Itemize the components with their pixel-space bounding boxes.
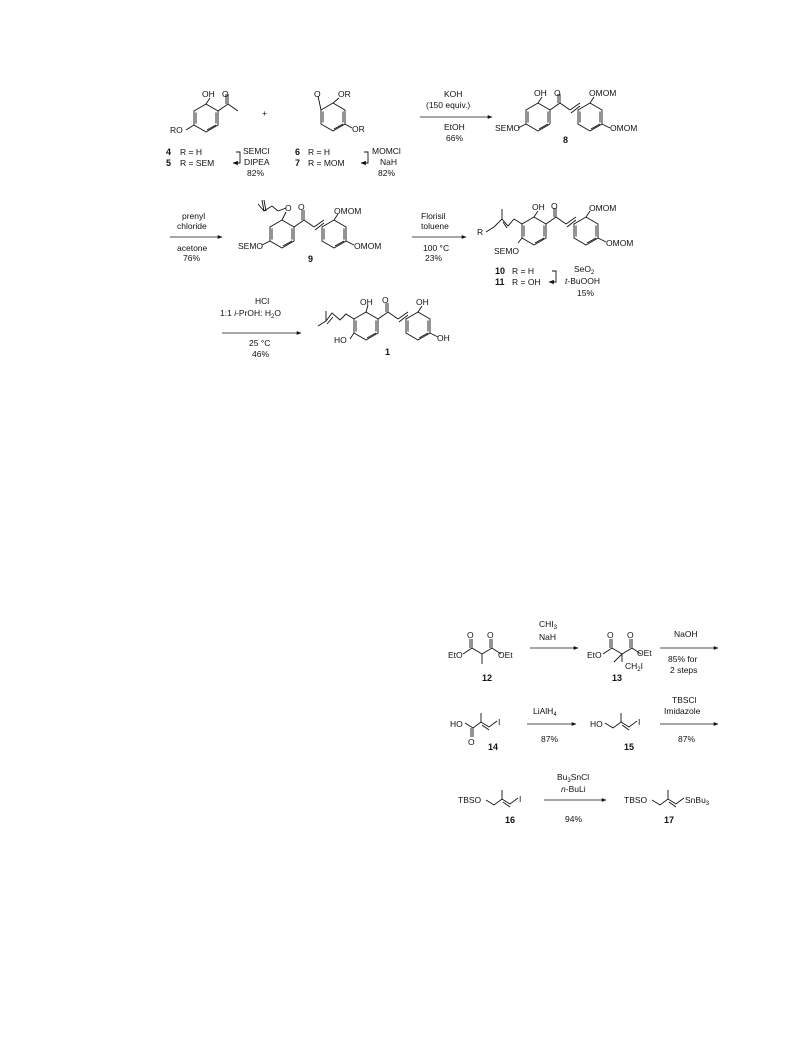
- compound-6-7-labels: [295, 146, 401, 178]
- sem-reagent-line-2: DIPEA: [244, 157, 270, 167]
- c10-omom-top: OMOM: [589, 203, 617, 213]
- step-4-reagent-2: 1:1 i-PrOH: $H_2O$: [220, 308, 281, 320]
- or-label-bottom: OR: [352, 124, 365, 134]
- compound-5-definition: R = SEM: [180, 158, 215, 168]
- c8-omom-bottom: OMOM: [610, 123, 638, 133]
- compound-6-definition: R = H: [308, 147, 330, 157]
- compound-number-8: 8: [563, 135, 569, 145]
- step-1-reagent-2: (150 equiv.): [426, 100, 471, 110]
- step-e-reagent-2: n-BuLi: [561, 784, 586, 794]
- c8-omom-top: OMOM: [589, 88, 617, 98]
- step-b-reagent: NaOH: [674, 629, 698, 639]
- compound-4-5-structure: [170, 89, 238, 135]
- plus-sign: +: [262, 108, 267, 118]
- c9-o-ketone: O: [298, 202, 305, 212]
- sem-yield: 82%: [247, 168, 265, 178]
- c15-i: I: [638, 717, 641, 727]
- c8-o-label: O: [554, 88, 561, 98]
- compound-number-1: 1: [385, 347, 391, 357]
- step-e-yield: 94%: [565, 814, 583, 824]
- c8-oh-label: OH: [534, 88, 547, 98]
- ro-label: RO: [170, 125, 183, 135]
- c13-eto: EtO: [587, 650, 602, 660]
- c12-o-right: O: [487, 630, 494, 640]
- step-3: [412, 211, 466, 263]
- step-d: [660, 695, 718, 744]
- step-e: [544, 772, 606, 824]
- mom-reagent-line-1: MOMCl: [372, 146, 401, 156]
- step-b-yield-2: 2 steps: [670, 665, 698, 675]
- step-c: [527, 706, 576, 744]
- compound-number-9: 9: [308, 254, 314, 264]
- c9-semo-label: SEMO: [238, 241, 264, 251]
- c13-oet: OEt: [637, 648, 652, 658]
- step-c-reagent: LiAlH$_4$: [533, 706, 557, 718]
- scheme-2: [448, 619, 718, 825]
- step-3-reagent-2: toluene: [421, 221, 449, 231]
- c10-semo-label: SEMO: [494, 246, 520, 256]
- compound-number-5: 5: [166, 158, 172, 168]
- c9-omom-bottom: OMOM: [354, 241, 382, 251]
- step-b: [660, 629, 718, 675]
- aldehyde-o-label: O: [314, 89, 321, 99]
- step-2-reagent-2: chloride: [177, 221, 207, 231]
- compound-11-definition: R = OH: [512, 277, 541, 287]
- c10-r-label: R: [477, 227, 484, 237]
- c13-o-left: O: [607, 630, 614, 640]
- c12-o-left: O: [467, 630, 474, 640]
- mom-reagent-line-2: NaH: [380, 157, 398, 167]
- step-3-temperature: 100 °C: [423, 243, 450, 253]
- step-a-reagent-1: $CHI_3$: [539, 619, 557, 631]
- compound-7-definition: R = MOM: [308, 158, 345, 168]
- seo2-reagent: SeO$_2$: [574, 264, 595, 276]
- step-d-yield: 87%: [678, 734, 696, 744]
- step-1: [420, 89, 492, 143]
- c14-ho: HO: [450, 719, 463, 729]
- c1-oh-label-3: OH: [437, 333, 450, 343]
- c14-i: I: [498, 717, 501, 727]
- c13-ch2i: $CH_2I$: [625, 661, 643, 673]
- compound-15-structure: [590, 713, 640, 752]
- step-2: [170, 211, 222, 263]
- seo2-yield: 15%: [577, 288, 595, 298]
- step-c-yield: 87%: [541, 734, 559, 744]
- compound-number-6: 6: [295, 147, 301, 157]
- oh-label: OH: [202, 89, 215, 99]
- c12-eto: EtO: [448, 650, 463, 660]
- step-2-reagent-1: prenyl: [182, 211, 206, 221]
- c16-tbso: TBSO: [458, 795, 482, 805]
- step-4-reagent-1: HCl: [255, 296, 270, 306]
- step-1-yield: 66%: [446, 133, 464, 143]
- c1-oh-label-1: OH: [360, 297, 373, 307]
- step-d-reagent-1: TBSCl: [672, 695, 697, 705]
- step-d-reagent-2: Imidazole: [664, 706, 701, 716]
- scheme-1: [166, 88, 637, 359]
- compound-number-15: 15: [624, 742, 635, 752]
- c10-o-label: O: [551, 201, 558, 211]
- compound-17-structure: [624, 790, 710, 825]
- compound-4-5-labels: [166, 146, 270, 178]
- c16-i: I: [519, 794, 522, 804]
- c12-oet: OEt: [498, 650, 513, 660]
- step-b-yield-1: 85% for: [668, 654, 698, 664]
- compound-number-11: 11: [495, 277, 505, 287]
- step-e-reagent-1: $Bu_3SnCl$: [557, 772, 590, 784]
- c9-omom-top: OMOM: [334, 206, 362, 216]
- compound-10-definition: R = H: [512, 266, 534, 276]
- compound-4-definition: R = H: [180, 147, 202, 157]
- c10-oh-label: OH: [532, 202, 545, 212]
- compound-13-structure: [587, 630, 652, 683]
- step-4: [220, 296, 301, 359]
- c15-ho: HO: [590, 719, 603, 729]
- c17-snbu3: SnBu$_3$: [685, 795, 710, 807]
- o-label: O: [222, 89, 229, 99]
- compound-10-11-labels: [495, 264, 600, 298]
- c14-o: O: [468, 737, 475, 747]
- step-3-reagent-1: Florisil: [421, 211, 446, 221]
- step-4-temperature: 25 °C: [249, 338, 271, 348]
- c1-oh-label-2: OH: [416, 297, 429, 307]
- compound-number-4: 4: [166, 147, 172, 157]
- seo2-reagent-2: t-BuOOH: [565, 276, 600, 286]
- compound-10-11-structure: [477, 201, 633, 256]
- c17-tbso: TBSO: [624, 795, 648, 805]
- compound-14-structure: [450, 713, 500, 752]
- sem-reagent-line-1: SEMCl: [243, 146, 270, 156]
- compound-number-7: 7: [295, 158, 301, 168]
- compound-6-7-structure: [314, 89, 365, 134]
- step-a-reagent-2: NaH: [539, 632, 557, 642]
- compound-number-13: 13: [612, 673, 623, 683]
- compound-number-10: 10: [495, 266, 506, 276]
- or-label-top: OR: [338, 89, 351, 99]
- compound-number-12: 12: [482, 673, 493, 683]
- step-2-yield: 76%: [183, 253, 201, 263]
- mom-yield: 82%: [378, 168, 396, 178]
- compound-number-17: 17: [664, 815, 675, 825]
- step-3-yield: 23%: [425, 253, 443, 263]
- step-1-solvent: EtOH: [444, 122, 465, 132]
- c1-ho-label: HO: [334, 335, 347, 345]
- step-2-solvent: acetone: [177, 243, 208, 253]
- compound-16-structure: [458, 790, 521, 825]
- compound-9-structure: [238, 200, 381, 264]
- step-4-yield: 46%: [252, 349, 270, 359]
- compound-1-structure: [318, 295, 450, 357]
- compound-12-structure: [448, 630, 513, 683]
- step-1-reagent: KOH: [444, 89, 463, 99]
- compound-number-14: 14: [488, 742, 499, 752]
- c8-semo-label: SEMO: [495, 123, 521, 133]
- c13-o-right: O: [627, 630, 634, 640]
- c9-o-ether: O: [285, 203, 292, 213]
- compound-number-16: 16: [505, 815, 516, 825]
- c1-o-label: O: [382, 295, 389, 305]
- c10-omom-bottom: OMOM: [606, 238, 634, 248]
- compound-8-structure: [495, 88, 637, 145]
- step-a: [530, 619, 578, 648]
